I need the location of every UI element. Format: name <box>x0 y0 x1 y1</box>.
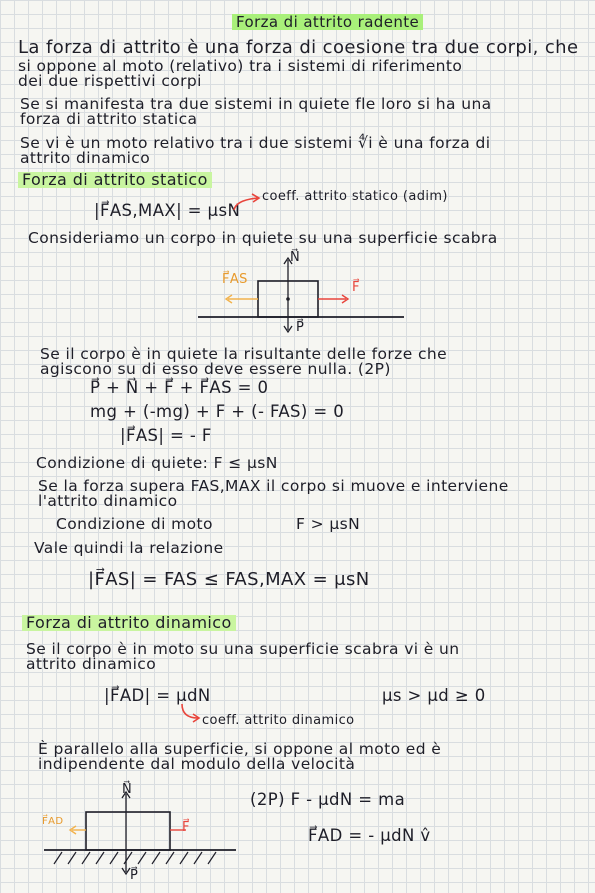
static-eq-3: |F⃗AS| = - F <box>120 426 212 445</box>
dynamic-diagram-n-label: N⃗ <box>122 782 133 797</box>
intro-moto-1: Se vi è un moto relativo tra i due sistemi ∜i è una forza di <box>20 134 491 152</box>
intro-line-3: dei due rispettivi corpi <box>18 72 202 90</box>
dynamic-heading: Forza di attrito dinamico <box>22 615 236 631</box>
dynamic-par-2: indipendente dal modulo della velocità <box>38 755 356 773</box>
dynamic-diagram-fad-label: F⃗AD <box>42 816 64 827</box>
intro-line-2: si oppone al moto (relativo) tra i sistemi di riferimento <box>18 57 463 75</box>
static-diagram-f-label: F⃗ <box>352 280 360 295</box>
intro-line-1: La forza di attrito è una forza di coesione tra due corpi, che <box>18 37 579 58</box>
static-formula: |F⃗AS,MAX| = μsN <box>94 201 241 220</box>
dynamic-line-2: attrito dinamico <box>26 655 157 673</box>
dynamic-eq-2: F⃗AD = - μdN v̂ <box>308 826 431 845</box>
dynamic-par-1: È parallelo alla superficie, si oppone al moto ed è <box>38 740 442 758</box>
static-supera-1: Se la forza supera FAS,MAX il corpo si muove e interviene <box>38 477 509 495</box>
static-diagram-fas-label: F⃗AS <box>222 272 248 287</box>
intro-quiete-1: Se si manifesta tra due sistemi in quiete fle loro si ha una <box>20 95 492 113</box>
dynamic-diagram-f-label: F⃗ <box>182 820 190 835</box>
dynamic-eq-1: (2P) F - μdN = ma <box>250 790 406 809</box>
dynamic-coeff-arrow-icon <box>178 702 202 724</box>
dynamic-formula: |F⃗AD| = μdN <box>104 686 211 705</box>
dynamic-block-diagram <box>40 780 240 890</box>
coeff-arrow-icon <box>232 192 262 214</box>
static-relazione: |F⃗AS| = FAS ≤ FAS,MAX = μsN <box>88 569 370 590</box>
intro-moto-2: attrito dinamico <box>20 149 151 167</box>
dynamic-coeff-note: coeff. attrito dinamico <box>202 713 355 728</box>
page-title: Forza di attrito radente <box>232 14 423 30</box>
dynamic-inequality: μs > μd ≥ 0 <box>382 686 486 705</box>
static-diagram-p-label: P⃗ <box>296 320 305 335</box>
static-moto-condition-label: Condizione di moto <box>56 515 213 533</box>
static-eq-2: mg + (-mg) + F + (- FAS) = 0 <box>90 402 345 421</box>
dynamic-diagram-p-label: P⃗ <box>130 868 139 883</box>
static-diagram-n-label: N⃗ <box>290 250 301 265</box>
static-consider: Consideriamo un corpo in quiete su una superficie scabra <box>28 229 498 247</box>
static-result-1: Se il corpo è in quiete la risultante delle forze che <box>40 345 448 363</box>
static-eq-1: P⃗ + N⃗ + F⃗ + F⃗AS = 0 <box>90 378 269 397</box>
static-supera-2: l'attrito dinamico <box>38 492 178 510</box>
dynamic-line-1: Se il corpo è in moto su una superficie scabra vi è un <box>26 640 460 658</box>
static-heading: Forza di attrito statico <box>18 172 212 188</box>
static-vale: Vale quindi la relazione <box>34 539 224 557</box>
static-coeff-note: coeff. attrito statico (adim) <box>262 189 448 204</box>
static-moto-condition-expr: F > μsN <box>296 515 361 533</box>
static-quiete-condition: Condizione di quiete: F ≤ μsN <box>36 454 278 472</box>
intro-quiete-2: forza di attrito statica <box>20 110 198 128</box>
static-result-2: agiscono su di esso deve essere nulla. (2P) <box>40 360 391 378</box>
